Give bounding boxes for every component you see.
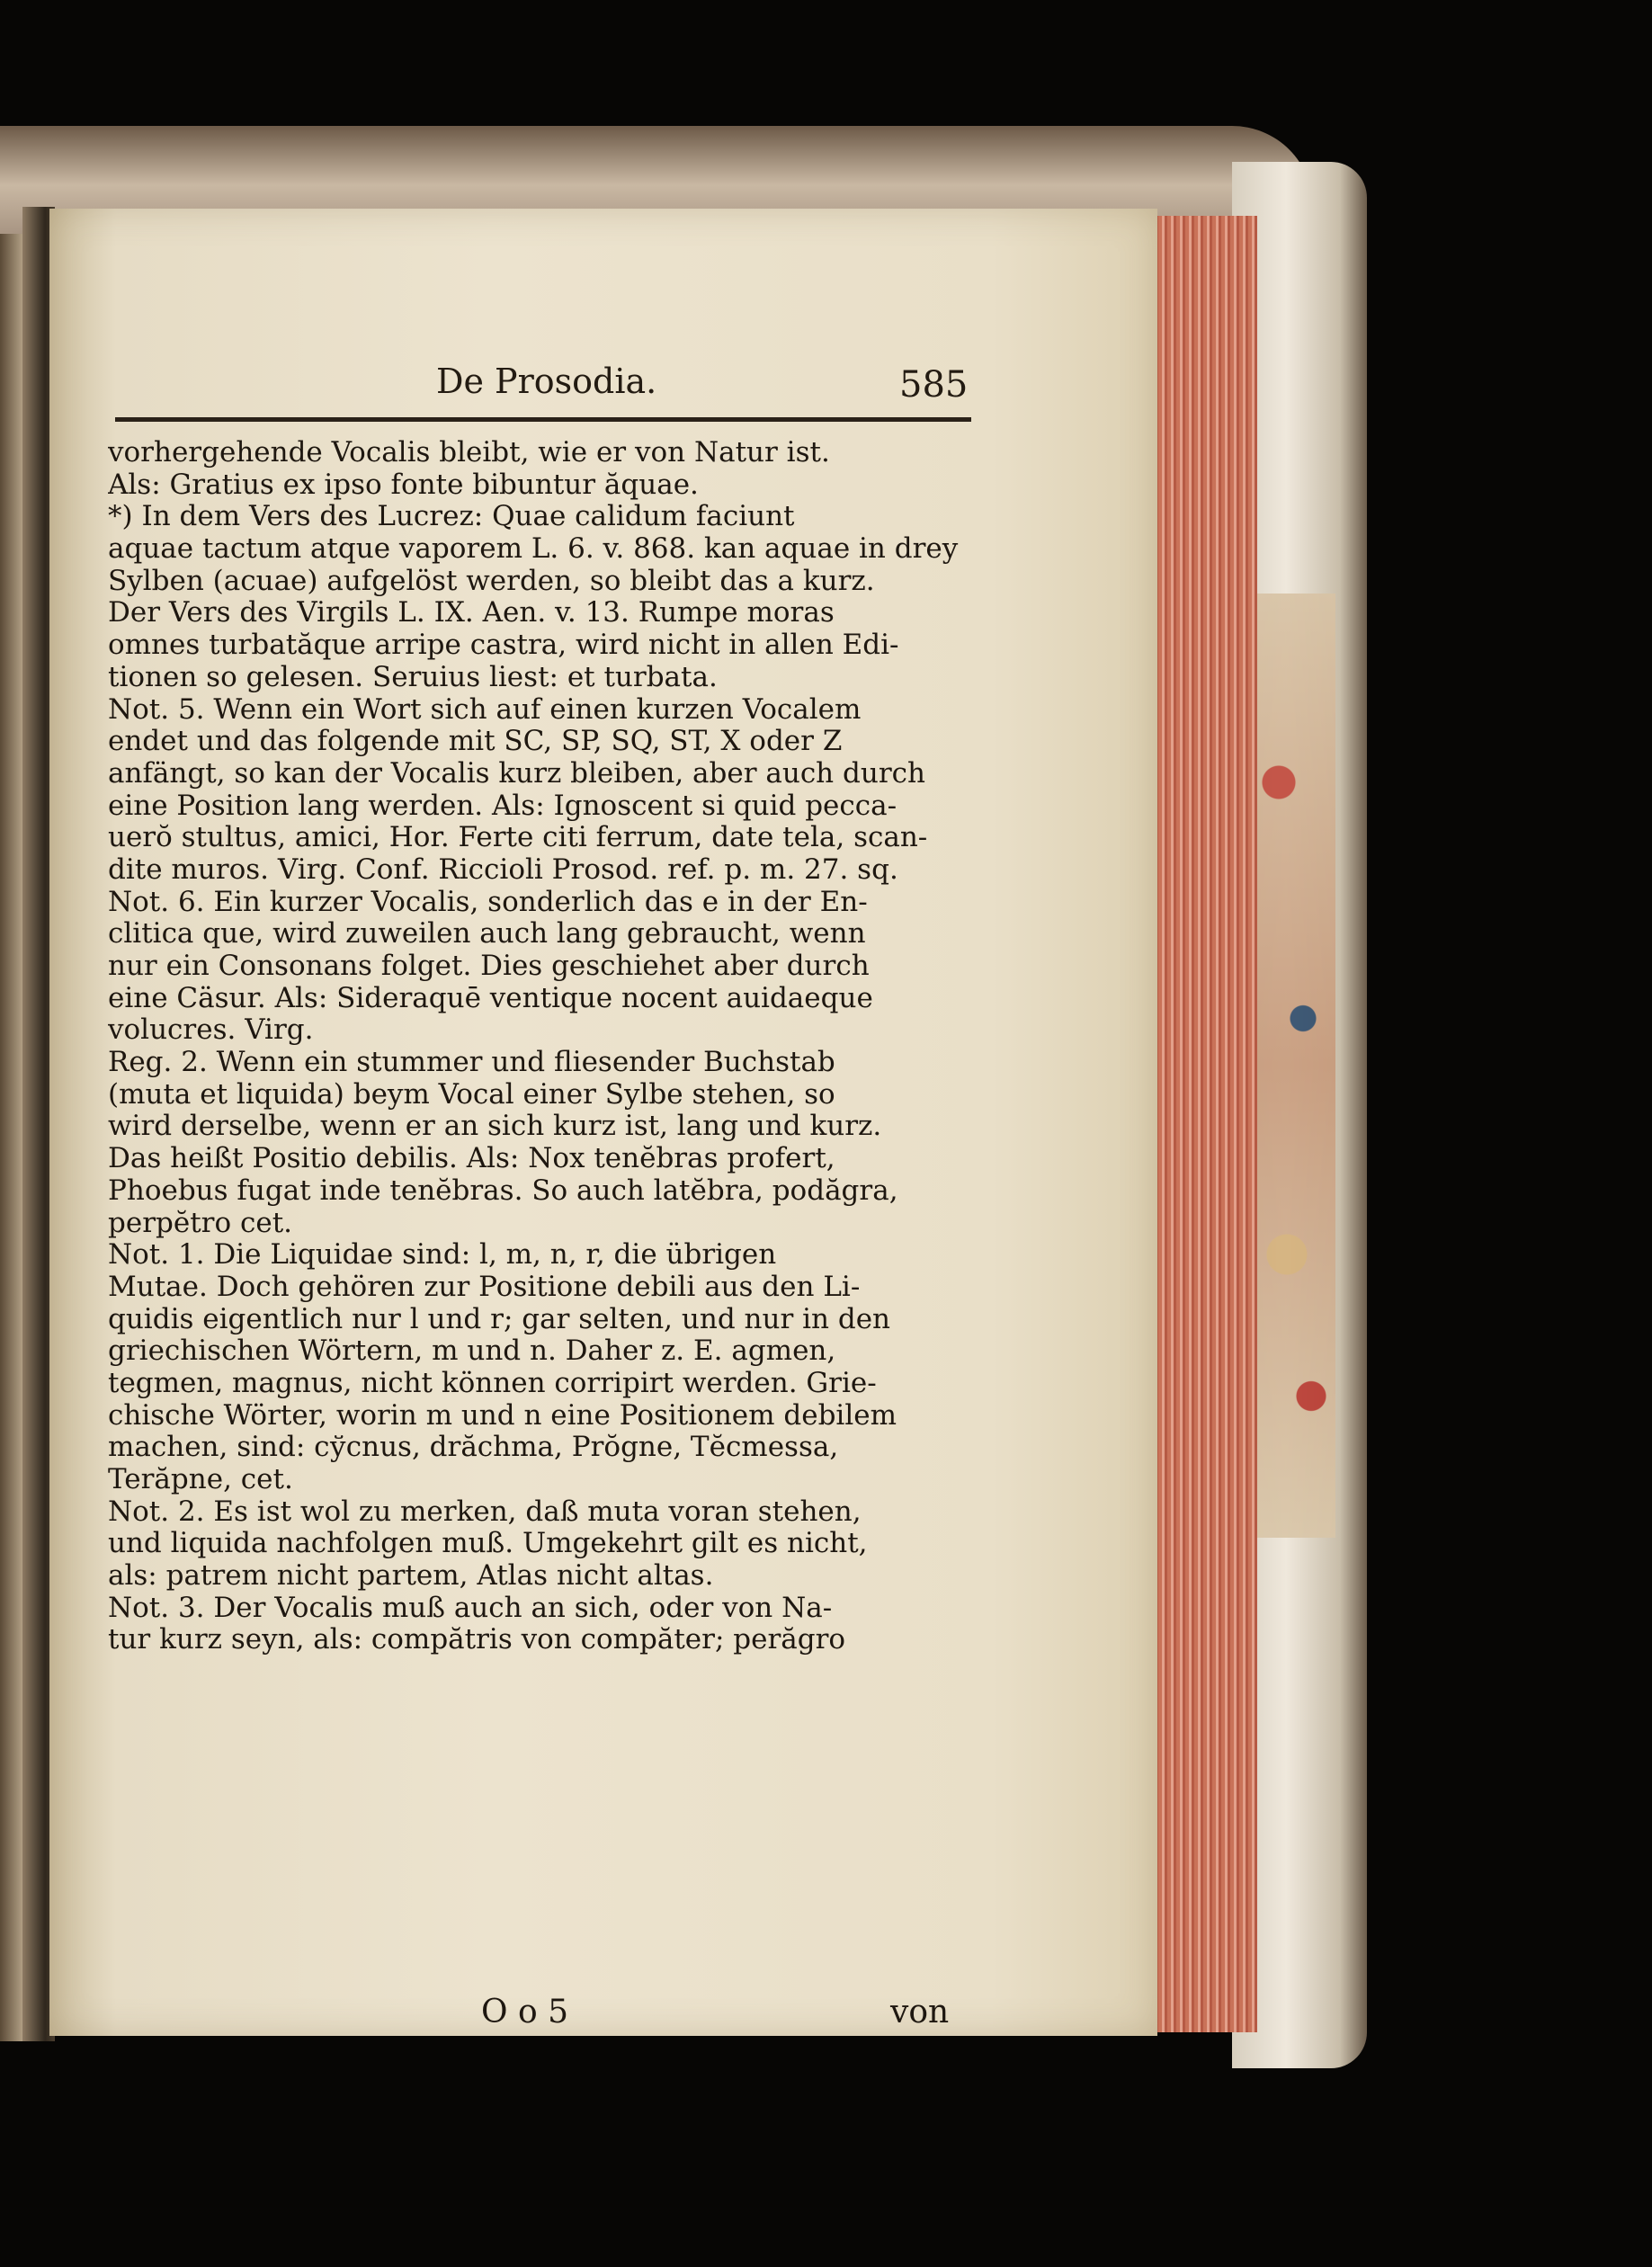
text-line: tegmen, magnus, nicht können corripirt werden. Grie- — [108, 1367, 877, 1399]
text-line: tionen so gelesen. Seruius liest: et turbata. — [108, 661, 718, 693]
text-line: Terăpne, cet. — [108, 1464, 293, 1495]
page-number: 585 — [899, 364, 969, 406]
text-line: Als: Gratius ex ipso fonte bibuntur ăquae. — [108, 469, 699, 501]
text-line: griechischen Wörtern, m und n. Daher z. E. agmen, — [108, 1335, 836, 1368]
text-line: wird derselbe, wenn er an sich kurz ist, lang und kurz. — [108, 1111, 882, 1143]
text-line: endet und das folgende mit SC, SP, SQ, ST, X oder Z — [108, 726, 843, 758]
text-line: (muta et liquida) beym Vocal einer Sylbe stehen, so — [108, 1078, 835, 1111]
text-line: omnes turbatăque arripe castra, wird nicht in allen Edi- — [108, 629, 899, 662]
running-header — [436, 361, 976, 415]
text-line: Not. 6. Ein kurzer Vocalis, sonderlich das e in der En- — [108, 886, 868, 918]
header-rule — [115, 417, 971, 422]
text-line: und liquida nachfolgen muß. Umgekehrt gilt es nicht, — [108, 1528, 868, 1560]
marbled-endpaper — [1255, 594, 1335, 1538]
catchword: von — [890, 1994, 950, 2030]
text-line: Mutae. Doch gehören zur Positione debili aus den Li- — [108, 1271, 861, 1303]
text-line: aquae tactum atque vaporem L. 6. v. 868. kan aquae in drey — [108, 533, 959, 566]
text-line: clitica que, wird zuweilen auch lang gebraucht, wenn — [108, 918, 866, 951]
text-line: quidis eigentlich nur l und r; gar selten, und nur in den — [108, 1303, 891, 1335]
text-line: machen, sind: cўcnus, drăchma, Prŏgne, Tĕcmessa, — [108, 1432, 839, 1464]
text-line: Der Vers des Virgils L. IX. Aen. v. 13. Rumpe moras — [108, 597, 835, 629]
text-line: als: patrem nicht partem, Atlas nicht altas. — [108, 1560, 714, 1593]
text-line: Reg. 2. Wenn ein stummer und fliesender Buchstab — [108, 1047, 835, 1079]
text-line: Not. 1. Die Liquidae sind: l, m, n, r, die übrigen — [108, 1239, 777, 1272]
text-line: perpĕtro cet. — [108, 1207, 293, 1239]
text-line: Not. 3. Der Vocalis muß auch an sich, oder von Na- — [108, 1592, 833, 1624]
text-line: nur ein Consonans folget. Dies geschiehet aber durch — [108, 951, 870, 982]
text-line: eine Position lang werden. Als: Ignoscent si quid pecca- — [108, 790, 897, 822]
text-line: tur kurz seyn, als: compătris von compăter; perăgro — [108, 1624, 846, 1656]
text-line: Das heißt Positio debilis. Als: Nox tenĕbras profert, — [108, 1143, 835, 1175]
text-line: dite muros. Virg. Conf. Riccioli Prosod. ref. p. m. 27. sq. — [108, 853, 898, 886]
text-line: Not. 2. Es ist wol zu merken, daß muta voran stehen, — [108, 1495, 862, 1528]
text-line: chische Wörter, worin m und n eine Positionem debilem — [108, 1399, 897, 1432]
body-text — [108, 437, 976, 1656]
text-line: *) In dem Vers des Lucrez: Quae calidum faciunt — [108, 501, 795, 533]
text-line: volucres. Virg. — [108, 1014, 314, 1047]
text-line: uerŏ stultus, amici, Hor. Ferte citi ferrum, date tela, scan- — [108, 822, 928, 854]
signature-mark: O o 5 — [481, 1994, 568, 2030]
running-title: De Prosodia. — [436, 361, 657, 401]
text-line: Phoebus fugat inde tenĕbras. So auch latĕbra, podăgra, — [108, 1174, 898, 1207]
text-line: Not. 5. Wenn ein Wort sich auf einen kurzen Vocalem — [108, 693, 862, 726]
text-line: anfängt, so kan der Vocalis kurz bleiben, aber auch durch — [108, 757, 925, 790]
text-line: Sylben (acuae) aufgelöst werden, so bleibt das a kurz. — [108, 565, 875, 597]
text-line: eine Cäsur. Als: Sideraquē ventique nocent auidaeque — [108, 982, 873, 1014]
text-line: vorhergehende Vocalis bleibt, wie er von Natur ist. — [108, 437, 830, 469]
